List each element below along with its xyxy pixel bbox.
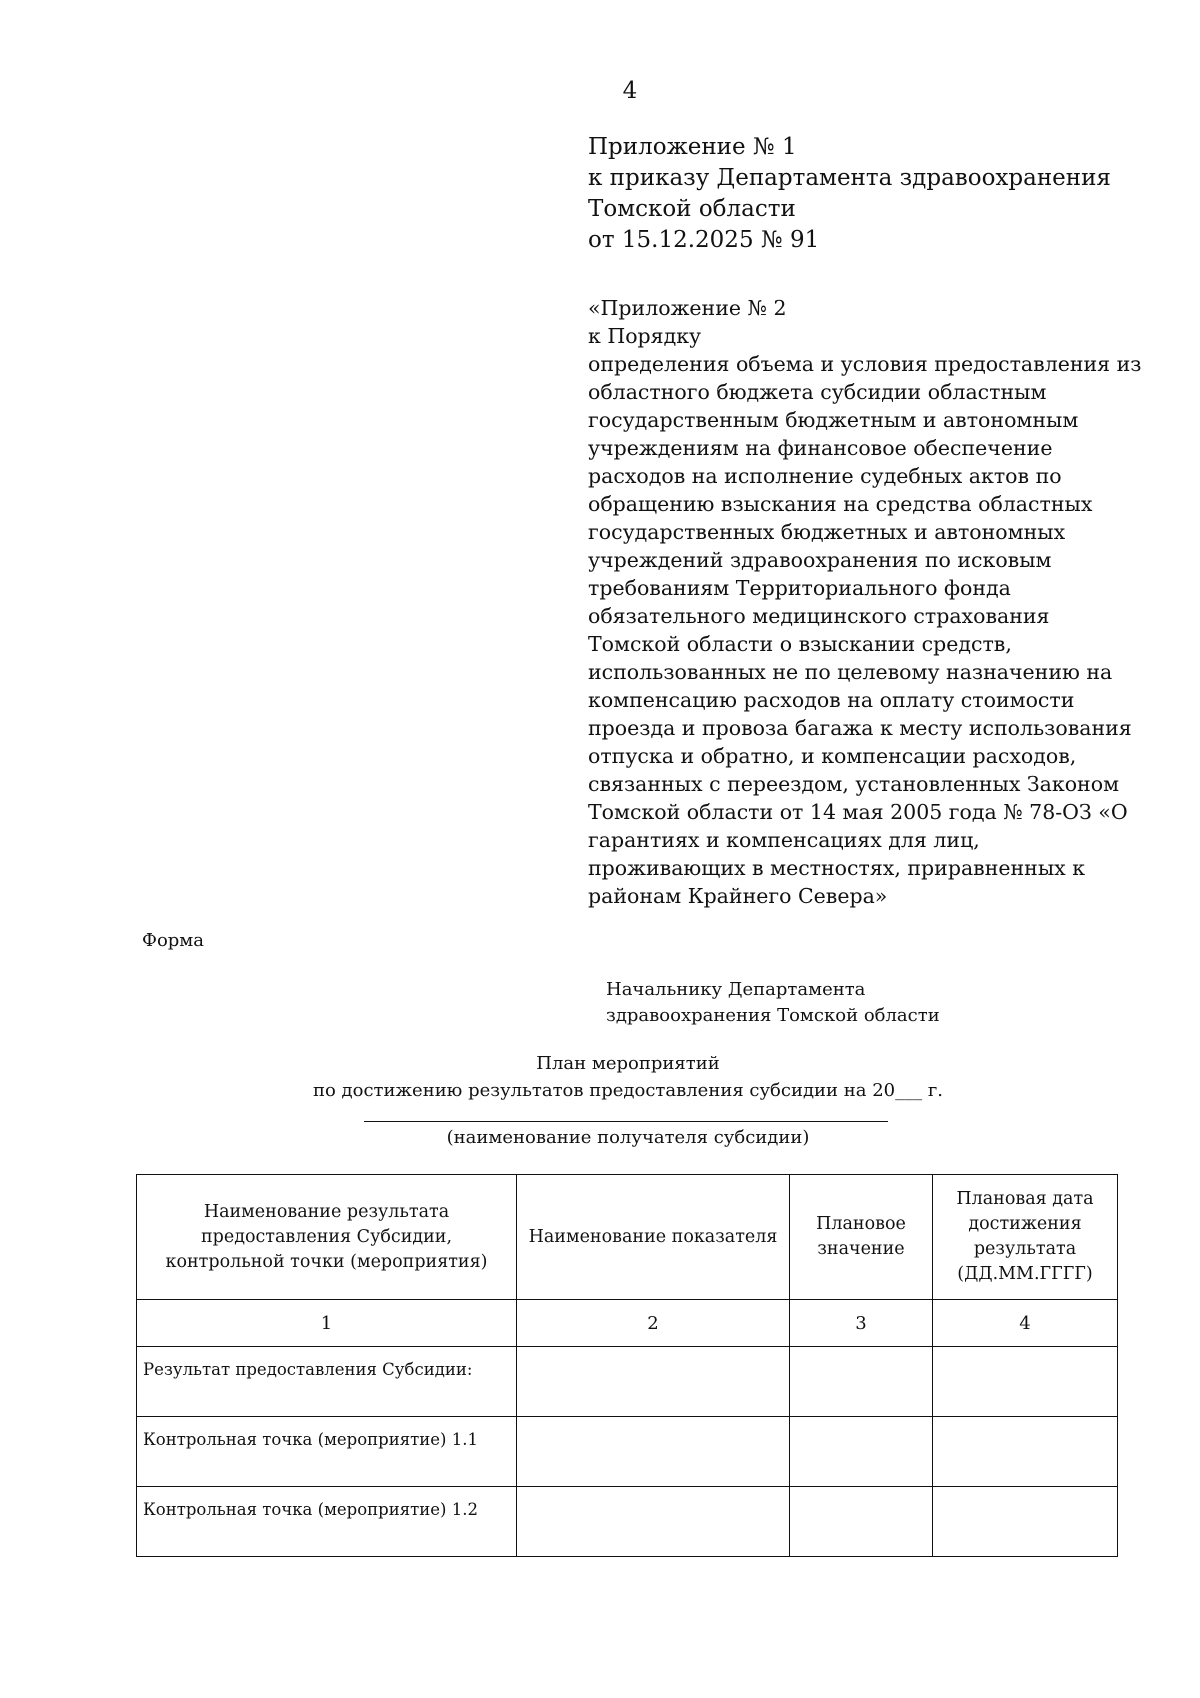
row-label: Результат предоставления Субсидии: (137, 1347, 517, 1417)
recipient-name-line (364, 1121, 888, 1122)
row-label: Контрольная точка (мероприятие) 1.2 (137, 1487, 517, 1557)
appendix-1-header (588, 132, 1111, 256)
appendix-2-line: учреждениям на финансовое обеспечение (588, 436, 1053, 460)
column-header: Наименование результата предоставления Субсидии, контрольной точки (мероприятия) (137, 1175, 517, 1300)
appendix-2-line: требованиям Территориального фонда (588, 576, 1011, 600)
table-cell-empty (517, 1347, 790, 1417)
plan-table (136, 1174, 1118, 1557)
plan-subtitle: по достижению результатов предоставления субсидии на 20___ г. (312, 1080, 944, 1101)
appendix-2-line: гарантиях и компенсациях для лиц, (588, 828, 980, 852)
appendix-2-line: обязательного медицинского страхования (588, 604, 1050, 628)
table-cell-empty (790, 1417, 933, 1487)
appendix-2-line: государственным бюджетным и автономным (588, 408, 1079, 432)
table-header-row (137, 1175, 1118, 1300)
addressee (606, 977, 940, 1029)
column-number-row (137, 1300, 1118, 1347)
recipient-caption: (наименование получателя субсидии) (446, 1127, 810, 1148)
appendix-2-line: отпуска и обратно, и компенсации расходов, (588, 744, 1077, 768)
page-number: 4 (622, 78, 638, 104)
table-cell-empty (933, 1487, 1118, 1557)
row-label: Контрольная точка (мероприятие) 1.1 (137, 1417, 517, 1487)
column-header: Плановое значение (790, 1175, 933, 1300)
appendix-2-line: государственных бюджетных и автономных (588, 520, 1066, 544)
column-number: 3 (790, 1300, 933, 1347)
appendix-2-header (588, 294, 1142, 910)
appendix-1-line: Томской области (588, 196, 796, 222)
appendix-2-line: областного бюджета субсидии областным (588, 380, 1047, 404)
appendix-1-line: Приложение № 1 (588, 134, 797, 160)
appendix-2-line: «Приложение № 2 (588, 296, 787, 320)
table-row (137, 1347, 1118, 1417)
table-cell-empty (517, 1487, 790, 1557)
table-cell-empty (517, 1417, 790, 1487)
plan-title: План мероприятий (536, 1053, 720, 1074)
appendix-2-line: Томской области о взыскании средств, (588, 632, 1012, 656)
appendix-1-line: от 15.12.2025 № 91 (588, 227, 820, 253)
appendix-2-line: определения объема и условия предоставления из (588, 352, 1142, 376)
column-number: 2 (517, 1300, 790, 1347)
table-row (137, 1487, 1118, 1557)
appendix-2-line: обращению взыскания на средства областных (588, 492, 1093, 516)
table-cell-empty (790, 1487, 933, 1557)
plan-title-block (0, 1050, 1200, 1104)
appendix-2-line: компенсацию расходов на оплату стоимости (588, 688, 1075, 712)
appendix-2-line: расходов на исполнение судебных актов по (588, 464, 1062, 488)
appendix-2-line: проезда и провоза багажа к месту использования (588, 716, 1132, 740)
appendix-2-line: проживающих в местностях, приравненных к (588, 856, 1086, 880)
appendix-2-line: использованных не по целевому назначению на (588, 660, 1113, 684)
appendix-2-line: районам Крайнего Севера» (588, 884, 888, 908)
form-label: Форма (142, 930, 205, 951)
appendix-2-line: Томской области от 14 мая 2005 года № 78-ОЗ «О (588, 800, 1128, 824)
appendix-2-line: учреждений здравоохранения по исковым (588, 548, 1052, 572)
column-number: 4 (933, 1300, 1118, 1347)
appendix-2-line: к Порядку (588, 324, 702, 348)
addressee-line: здравоохранения Томской области (606, 1005, 940, 1026)
appendix-1-line: к приказу Департамента здравоохранения (588, 165, 1111, 191)
table-cell-empty (933, 1347, 1118, 1417)
table-row (137, 1417, 1118, 1487)
column-header: Наименование показателя (517, 1175, 790, 1300)
table-cell-empty (790, 1347, 933, 1417)
table-cell-empty (933, 1417, 1118, 1487)
column-header: Плановая дата достижения результата (ДД.ММ.ГГГГ) (933, 1175, 1118, 1300)
column-number: 1 (137, 1300, 517, 1347)
appendix-2-line: связанных с переездом, установленных Законом (588, 772, 1120, 796)
addressee-line: Начальнику Департамента (606, 979, 866, 1000)
